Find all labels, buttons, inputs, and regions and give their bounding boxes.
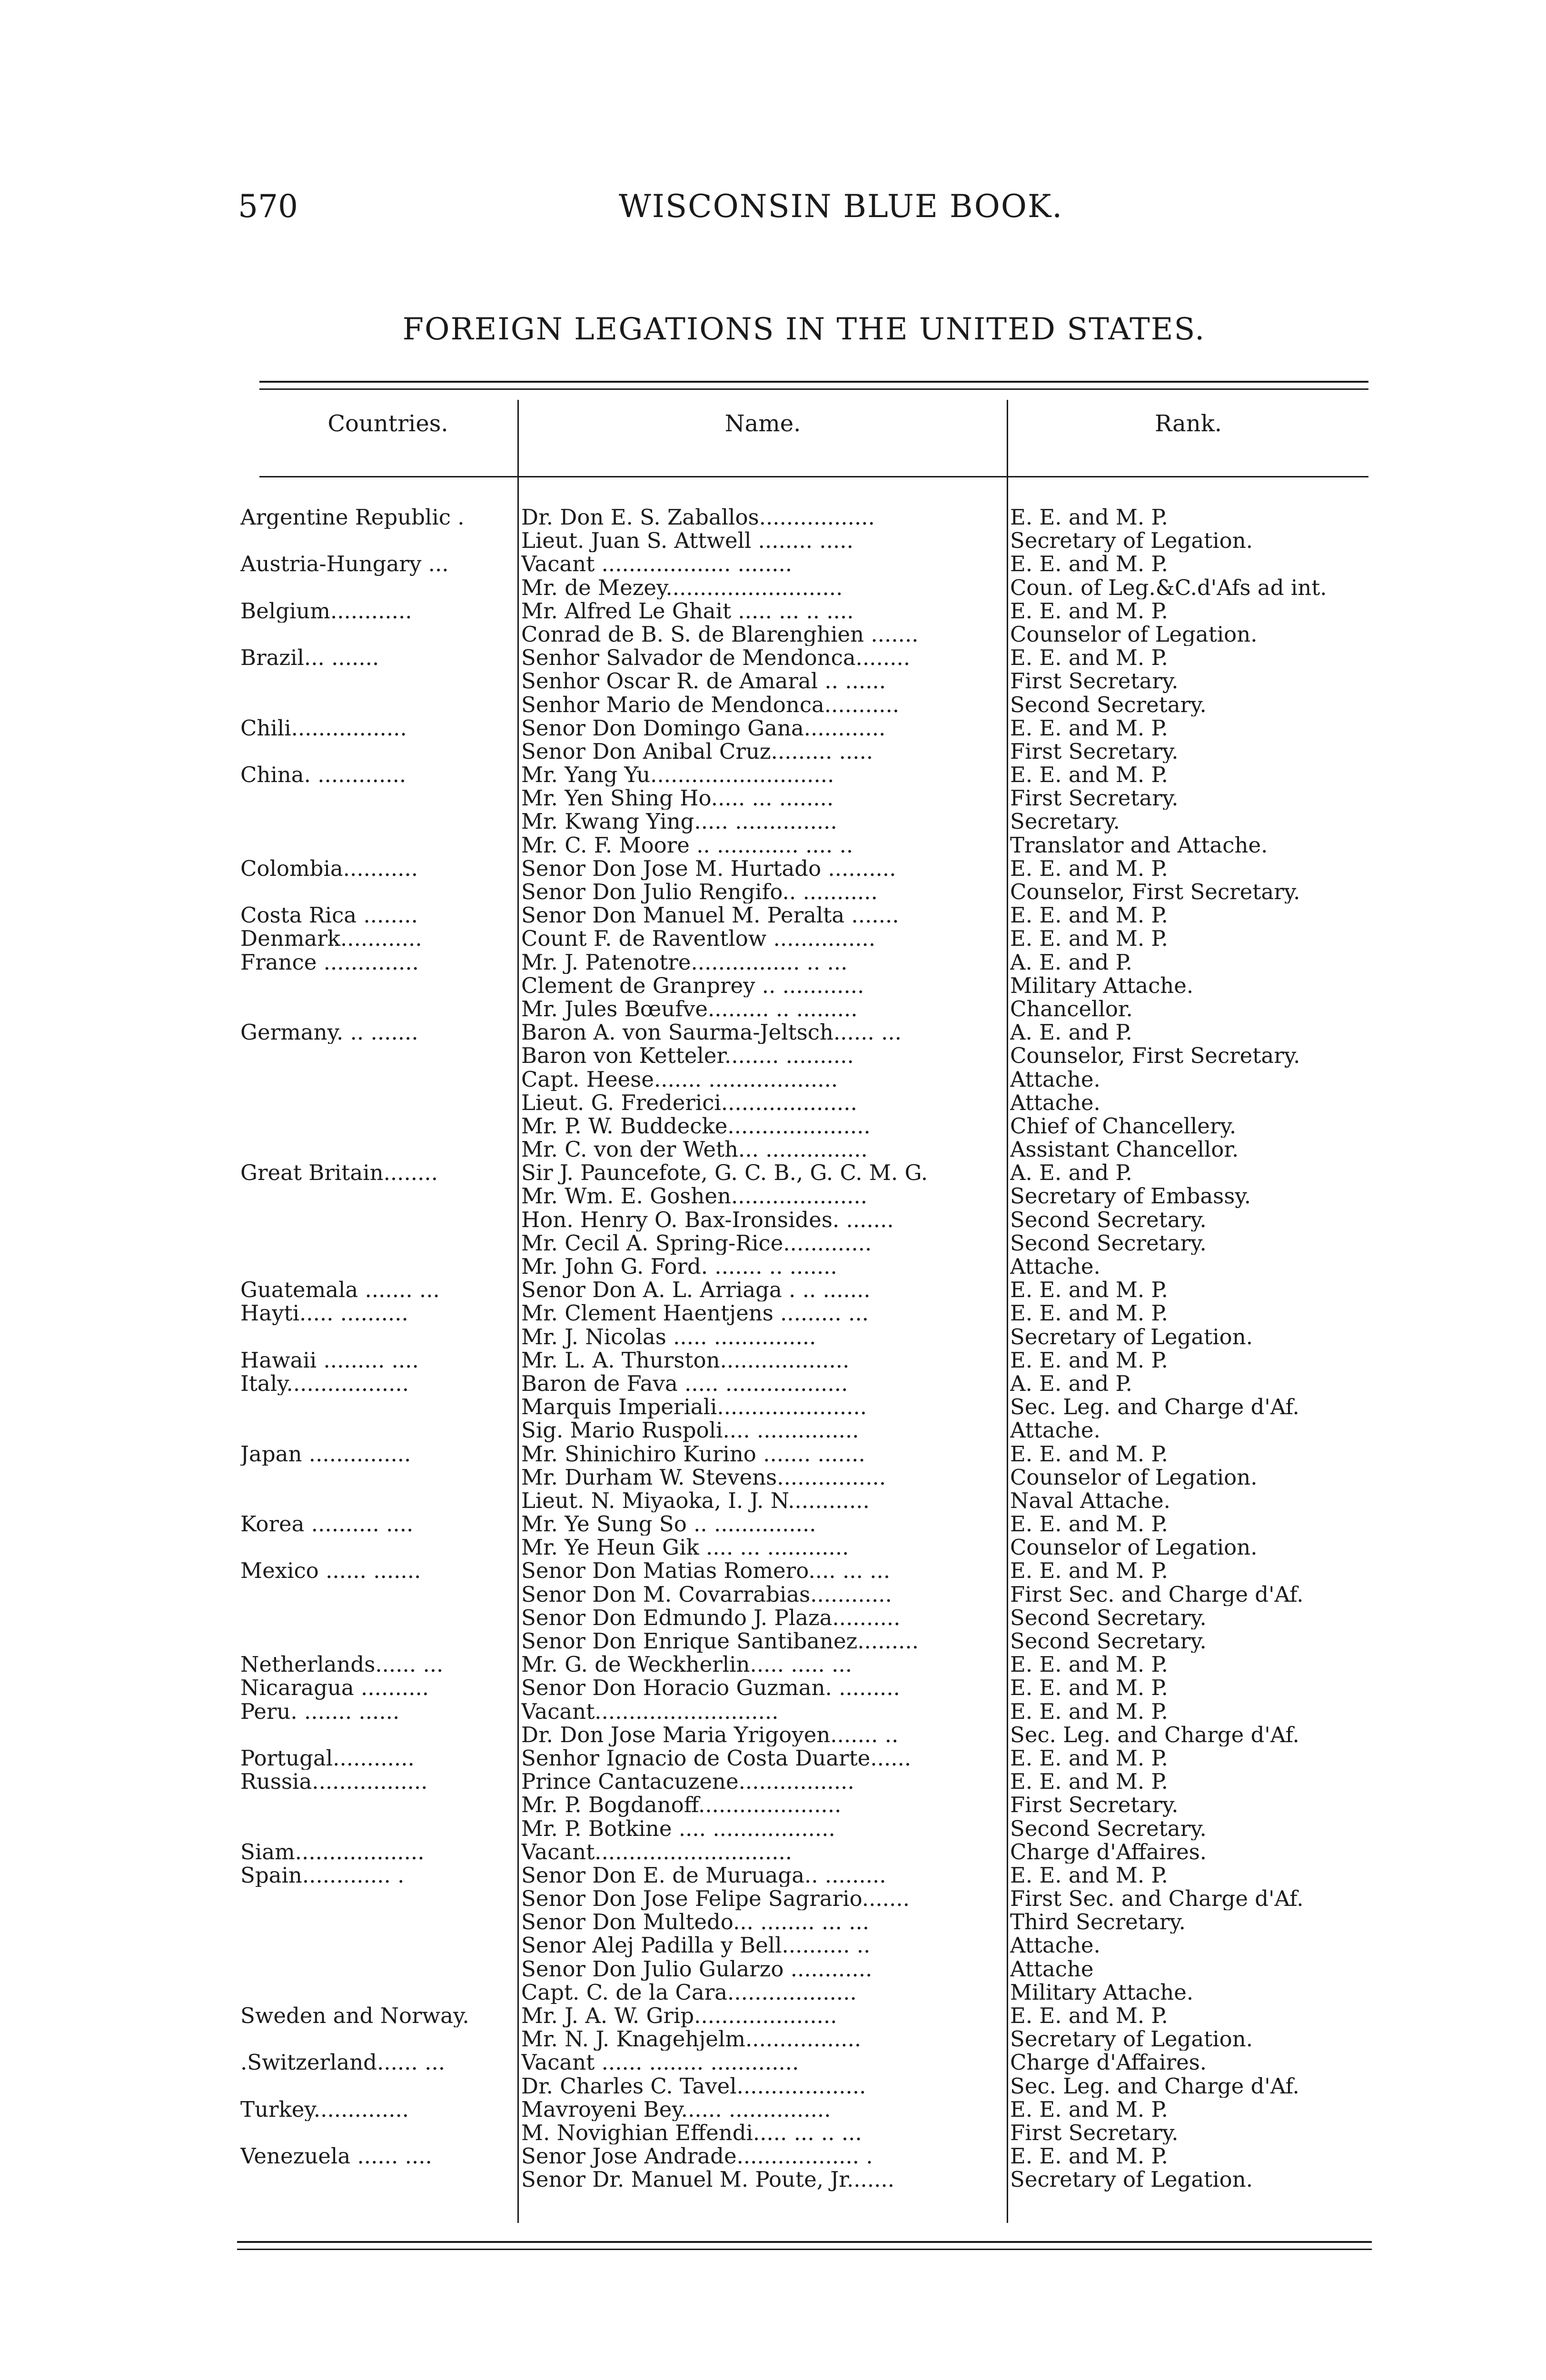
name-cell: Senor Don Matias Romero.... ... ...: [521, 1559, 891, 1583]
rank-cell: Secretary of Embassy.: [1010, 1184, 1251, 1208]
name-cell: Mr. L. A. Thurston...................: [521, 1348, 850, 1372]
column-header-name: Name.: [724, 410, 801, 437]
rank-cell: Translator and Attache.: [1010, 833, 1268, 857]
name-cell: Mr. John G. Ford. ....... .. .......: [521, 1255, 837, 1279]
table-row: [0, 576, 1546, 599]
name-cell: Mr. P. W. Buddecke.....................: [521, 1114, 871, 1138]
name-cell: Dr. Don E. S. Zaballos.................: [521, 506, 875, 529]
name-cell: Vacant ...... ........ .............: [521, 2051, 799, 2074]
country-cell: Guatemala ....... ...: [240, 1278, 440, 1302]
table-row: [0, 1723, 1546, 1746]
name-cell: Clement de Granprey .. ............: [521, 973, 864, 997]
table-row: [0, 1021, 1546, 1044]
table-row: [0, 1606, 1546, 1629]
table-row: [0, 2004, 1546, 2027]
name-cell: Mr. G. de Weckherlin..... ..... ...: [521, 1653, 852, 1676]
rank-cell: E. E. and M. P.: [1010, 552, 1168, 576]
name-cell: Conrad de B. S. de Blarenghien .......: [521, 622, 919, 646]
name-cell: Senhor Salvador de Mendonca........: [521, 646, 911, 670]
country-cell: Sweden and Norway.: [240, 2004, 469, 2028]
name-cell: Senor Don Domingo Gana............: [521, 716, 886, 740]
rank-cell: Military Attache.: [1010, 973, 1194, 997]
country-cell: Korea .......... ....: [240, 1512, 414, 1536]
rank-cell: E. E. and M. P.: [1010, 1348, 1168, 1372]
table-row: [0, 506, 1546, 529]
rank-cell: Counselor, First Secretary.: [1010, 1044, 1300, 1068]
header-rule: [259, 476, 1368, 477]
name-cell: Sir J. Pauncefote, G. C. B., G. C. M. G.: [521, 1161, 928, 1185]
table-row: [0, 1512, 1546, 1536]
rank-cell: Counselor, First Secretary.: [1010, 880, 1300, 904]
name-cell: Senor Don Jose Felipe Sagrario.......: [521, 1887, 910, 1911]
rank-cell: Third Secretary.: [1010, 1910, 1186, 1934]
page-number: 570: [238, 188, 298, 225]
table-row: [0, 927, 1546, 950]
name-cell: Senor Don Horacio Guzman. .........: [521, 1676, 900, 1700]
table-row: [0, 1840, 1546, 1864]
table-row: [0, 1466, 1546, 1489]
name-cell: Senor Alej Padilla y Bell.......... ..: [521, 1934, 871, 1957]
table-row: [0, 2144, 1546, 2168]
rank-cell: Naval Attache.: [1010, 1488, 1170, 1513]
rank-cell: E. E. and M. P.: [1010, 1512, 1168, 1536]
rank-cell: E. E. and M. P.: [1010, 927, 1168, 951]
name-cell: Mr. Wm. E. Goshen....................: [521, 1184, 868, 1208]
country-cell: Belgium............: [240, 599, 412, 623]
rank-cell: E. E. and M. P.: [1010, 1559, 1168, 1583]
name-cell: Senor Dr. Manuel M. Poute, Jr.......: [521, 2168, 895, 2192]
table-row: [0, 529, 1546, 552]
table-row: [0, 2027, 1546, 2051]
rank-cell: E. E. and M. P.: [1010, 1863, 1168, 1887]
table-row: [0, 1184, 1546, 1208]
rank-cell: Secretary of Legation.: [1010, 2168, 1253, 2192]
table-row: [0, 1442, 1546, 1466]
country-cell: Colombia...........: [240, 856, 418, 881]
rank-cell: Attache.: [1010, 1091, 1100, 1114]
name-cell: Senor Don Anibal Cruz......... .....: [521, 739, 873, 764]
table-row: [0, 1770, 1546, 1793]
name-cell: Mr. Clement Haentjens ......... ...: [521, 1301, 869, 1325]
bottom-rule-2: [237, 2249, 1372, 2250]
name-cell: Senor Don Jose M. Hurtado ..........: [521, 856, 896, 881]
table-row: [0, 833, 1546, 857]
table-row: [0, 997, 1546, 1021]
table-row: [0, 763, 1546, 786]
table-row: [0, 2168, 1546, 2191]
top-rule-2: [259, 388, 1368, 390]
table-row: [0, 903, 1546, 927]
table-row: [0, 1887, 1546, 1910]
country-cell: Italy..................: [240, 1371, 409, 1396]
name-cell: Vacant ................... ........: [521, 552, 793, 576]
country-cell: Spain............. .: [240, 1863, 405, 1887]
name-cell: Mavroyeni Bey...... ...............: [521, 2097, 831, 2121]
name-cell: Senhor Mario de Mendonca...........: [521, 693, 900, 716]
table-row: [0, 1489, 1546, 1512]
table-row: [0, 1559, 1546, 1582]
rank-cell: First Secretary.: [1010, 2121, 1179, 2145]
table-row: [0, 1676, 1546, 1699]
rank-cell: A. E. and P.: [1010, 1371, 1132, 1396]
name-cell: Senor Don E. de Muruaga.. .........: [521, 1863, 886, 1887]
rank-cell: First Secretary.: [1010, 669, 1179, 693]
rank-cell: Chancellor.: [1010, 997, 1133, 1021]
rank-cell: Counselor of Legation.: [1010, 1536, 1258, 1559]
table-row: [0, 1372, 1546, 1395]
table-row: [0, 646, 1546, 669]
name-cell: Senor Jose Andrade.................. .: [521, 2144, 873, 2168]
table-row: [0, 1981, 1546, 2004]
name-cell: Dr. Don Jose Maria Yrigoyen....... ..: [521, 1723, 899, 1746]
name-cell: Baron de Fava ..... ..................: [521, 1371, 848, 1396]
name-cell: Senor Don M. Covarrabias............: [521, 1582, 892, 1606]
name-cell: Mr. Ye Sung So .. ...............: [521, 1512, 816, 1536]
legation-table-body: [0, 506, 1546, 2192]
country-cell: Turkey..............: [240, 2097, 409, 2121]
rank-cell: E. E. and M. P.: [1010, 1676, 1168, 1700]
name-cell: Senor Don A. L. Arriaga . .. .......: [521, 1278, 871, 1302]
rank-cell: First Secretary.: [1010, 1793, 1179, 1817]
name-cell: Sig. Mario Ruspoli.... ...............: [521, 1418, 859, 1442]
rank-cell: Second Secretary.: [1010, 1231, 1207, 1255]
name-cell: Mr. C. F. Moore .. ............ .... ..: [521, 833, 853, 857]
table-row: [0, 1746, 1546, 1770]
table-row: [0, 1418, 1546, 1442]
name-cell: Mr. N. J. Knagehjelm.................: [521, 2027, 862, 2051]
name-cell: Baron A. von Saurma-Jeltsch...... ...: [521, 1021, 902, 1044]
rank-cell: Chief of Chancellery.: [1010, 1114, 1237, 1138]
rank-cell: Attache.: [1010, 1067, 1100, 1091]
table-row: [0, 1583, 1546, 1606]
table-row: [0, 623, 1546, 646]
country-cell: Argentine Republic .: [240, 506, 465, 529]
table-row: [0, 2098, 1546, 2121]
country-cell: Hawaii ......... ....: [240, 1348, 419, 1372]
rank-cell: E. E. and M. P.: [1010, 506, 1168, 529]
rank-cell: Coun. of Leg.&C.d'Afs ad int.: [1010, 575, 1327, 599]
rank-cell: Second Secretary.: [1010, 1208, 1207, 1231]
name-cell: Mr. Durham W. Stevens................: [521, 1465, 886, 1489]
table-row: [0, 1161, 1546, 1184]
country-cell: Siam...................: [240, 1840, 425, 1864]
rank-cell: Attache.: [1010, 1418, 1100, 1442]
name-cell: Lieut. Juan S. Attwell ........ .....: [521, 529, 853, 553]
country-cell: Venezuela ...... ....: [240, 2144, 432, 2168]
table-row: [0, 2121, 1546, 2144]
country-cell: Hayti..... ..........: [240, 1301, 408, 1325]
name-cell: Mr. J. Patenotre................ .. ...: [521, 950, 848, 974]
name-cell: M. Novighian Effendi..... ... .. ...: [521, 2121, 862, 2145]
table-row: [0, 552, 1546, 575]
name-cell: Mr. Kwang Ying..... ...............: [521, 810, 837, 833]
rank-cell: Secretary of Legation.: [1010, 529, 1253, 553]
table-row: [0, 974, 1546, 997]
name-cell: Vacant...........................: [521, 1699, 779, 1723]
name-cell: Mr. de Mezey..........................: [521, 575, 843, 599]
name-cell: Dr. Charles C. Tavel...................: [521, 2074, 866, 2098]
name-cell: Mr. P. Bogdanoff.....................: [521, 1793, 842, 1817]
country-cell: Netherlands...... ...: [240, 1653, 444, 1676]
table-row: [0, 1653, 1546, 1676]
name-cell: Senor Don Manuel M. Peralta .......: [521, 903, 899, 927]
table-row: [0, 2074, 1546, 2098]
table-row: [0, 1091, 1546, 1114]
table-row: [0, 599, 1546, 623]
table-row: [0, 740, 1546, 763]
table-row: [0, 1910, 1546, 1934]
table-row: [0, 1349, 1546, 1372]
table-row: [0, 1114, 1546, 1138]
table-row: [0, 1278, 1546, 1301]
country-cell: Portugal............: [240, 1746, 415, 1770]
country-cell: .Switzerland...... ...: [240, 2051, 446, 2074]
country-cell: Peru. ....... ......: [240, 1699, 400, 1723]
name-cell: Senhor Oscar R. de Amaral .. ......: [521, 669, 886, 693]
rank-cell: Attache.: [1010, 1934, 1100, 1957]
country-cell: Brazil... .......: [240, 646, 379, 670]
rank-cell: Secretary.: [1010, 810, 1120, 833]
rank-cell: Sec. Leg. and Charge d'Af.: [1010, 2074, 1299, 2098]
rank-cell: Attache.: [1010, 1255, 1100, 1279]
rank-cell: Assistant Chancellor.: [1010, 1138, 1239, 1161]
rank-cell: E. E. and M. P.: [1010, 1442, 1168, 1466]
rank-cell: Counselor of Legation.: [1010, 1465, 1258, 1489]
rank-cell: Charge d'Affaires.: [1010, 1840, 1207, 1864]
country-cell: Chili.................: [240, 716, 407, 740]
table-row: [0, 1934, 1546, 1957]
rank-cell: E. E. and M. P.: [1010, 856, 1168, 881]
rank-cell: E. E. and M. P.: [1010, 599, 1168, 623]
rank-cell: E. E. and M. P.: [1010, 2144, 1168, 2168]
rank-cell: First Sec. and Charge d'Af.: [1010, 1887, 1304, 1911]
rank-cell: E. E. and M. P.: [1010, 2004, 1168, 2028]
table-row: [0, 1255, 1546, 1278]
table-row: [0, 1700, 1546, 1723]
table-row: [0, 880, 1546, 903]
table-row: [0, 1864, 1546, 1887]
rank-cell: Sec. Leg. and Charge d'Af.: [1010, 1395, 1299, 1419]
name-cell: Capt. Heese....... ...................: [521, 1067, 838, 1091]
name-cell: Mr. P. Botkine .... ..................: [521, 1816, 835, 1840]
rank-cell: Sec. Leg. and Charge d'Af.: [1010, 1723, 1299, 1746]
name-cell: Baron von Ketteler........ ..........: [521, 1044, 854, 1068]
name-cell: Lieut. N. Miyaoka, I. J. N............: [521, 1488, 870, 1513]
rank-cell: Charge d'Affaires.: [1010, 2051, 1207, 2074]
country-cell: Nicaragua ..........: [240, 1676, 429, 1700]
country-cell: France ..............: [240, 950, 419, 974]
rank-cell: Secretary of Legation.: [1010, 2027, 1253, 2051]
country-cell: Germany. .. .......: [240, 1021, 418, 1044]
table-row: [0, 1231, 1546, 1255]
table-row: [0, 2051, 1546, 2074]
rank-cell: E. E. and M. P.: [1010, 716, 1168, 740]
name-cell: Senor Don Julio Rengifo.. ...........: [521, 880, 878, 904]
name-cell: Mr. Ye Heun Gik .... ... ............: [521, 1536, 849, 1559]
name-cell: Mr. Cecil A. Spring-Rice.............: [521, 1231, 872, 1255]
table-row: [0, 951, 1546, 974]
name-cell: Senor Don Edmundo J. Plaza..........: [521, 1606, 901, 1630]
name-cell: Count F. de Raventlow ...............: [521, 927, 876, 951]
table-row: [0, 1957, 1546, 1981]
name-cell: Mr. J. Nicolas ..... ...............: [521, 1325, 816, 1349]
rank-cell: E. E. and M. P.: [1010, 2097, 1168, 2121]
table-row: [0, 1793, 1546, 1816]
name-cell: Mr. Yang Yu...........................: [521, 763, 834, 787]
table-row: [0, 857, 1546, 880]
name-cell: Mr. Jules Bœufve......... .. .........: [521, 997, 858, 1021]
bottom-rule-1: [237, 2241, 1372, 2243]
rank-cell: E. E. and M. P.: [1010, 1278, 1168, 1302]
country-cell: Russia.................: [240, 1770, 428, 1794]
country-cell: Great Britain........: [240, 1161, 438, 1185]
name-cell: Hon. Henry O. Bax-Ironsides. .......: [521, 1208, 894, 1231]
rank-cell: Second Secretary.: [1010, 1629, 1207, 1653]
table-row: [0, 786, 1546, 810]
table-row: [0, 1629, 1546, 1653]
rank-cell: Second Secretary.: [1010, 1816, 1207, 1840]
name-cell: Lieut. G. Frederici....................: [521, 1091, 857, 1114]
rank-cell: First Secretary.: [1010, 739, 1179, 764]
name-cell: Mr. Alfred Le Ghait ..... ... .. ....: [521, 599, 854, 623]
table-title: FOREIGN LEGATIONS IN THE UNITED STATES.: [402, 312, 1206, 347]
rank-cell: Military Attache.: [1010, 1980, 1194, 2004]
rank-cell: E. E. and M. P.: [1010, 1301, 1168, 1325]
rank-cell: First Sec. and Charge d'Af.: [1010, 1582, 1304, 1606]
table-row: [0, 716, 1546, 740]
rank-cell: A. E. and P.: [1010, 1161, 1132, 1185]
rank-cell: E. E. and M. P.: [1010, 646, 1168, 670]
table-row: [0, 1044, 1546, 1067]
country-cell: Austria-Hungary ...: [240, 552, 449, 576]
table-row: [0, 1068, 1546, 1091]
name-cell: Senor Don Multedo... ........ ... ...: [521, 1910, 870, 1934]
rank-cell: E. E. and M. P.: [1010, 1699, 1168, 1723]
table-row: [0, 1325, 1546, 1349]
name-cell: Senhor Ignacio de Costa Duarte......: [521, 1746, 912, 1770]
name-cell: Capt. C. de la Cara...................: [521, 1980, 857, 2004]
rank-cell: Second Secretary.: [1010, 693, 1207, 716]
name-cell: Senor Don Julio Gularzo ............: [521, 1957, 872, 1981]
table-row: [0, 1817, 1546, 1840]
table-row: [0, 1536, 1546, 1559]
name-cell: Mr. Shinichiro Kurino ....... .......: [521, 1442, 865, 1466]
rank-cell: A. E. and P.: [1010, 1021, 1132, 1044]
table-row: [0, 669, 1546, 693]
running-head: WISCONSIN BLUE BOOK.: [619, 188, 1063, 225]
rank-cell: Secretary of Legation.: [1010, 1325, 1253, 1349]
top-rule-1: [259, 381, 1368, 383]
rank-cell: Attache: [1010, 1957, 1094, 1981]
rank-cell: E. E. and M. P.: [1010, 763, 1168, 787]
column-header-countries: Countries.: [327, 410, 448, 437]
name-cell: Mr. C. von der Weth... ...............: [521, 1138, 868, 1161]
name-cell: Senor Don Enrique Santibanez.........: [521, 1629, 919, 1653]
table-row: [0, 693, 1546, 716]
table-row: [0, 1208, 1546, 1231]
table-row: [0, 1301, 1546, 1325]
name-cell: Vacant.............................: [521, 1840, 793, 1864]
table-row: [0, 1395, 1546, 1418]
country-cell: China. .............: [240, 763, 406, 787]
country-cell: Denmark............: [240, 927, 422, 951]
country-cell: Costa Rica ........: [240, 903, 418, 927]
column-header-rank: Rank.: [1154, 410, 1222, 437]
rank-cell: E. E. and M. P.: [1010, 1746, 1168, 1770]
table-row: [0, 810, 1546, 833]
rank-cell: E. E. and M. P.: [1010, 903, 1168, 927]
name-cell: Mr. Yen Shing Ho..... ... ........: [521, 786, 834, 810]
rank-cell: First Secretary.: [1010, 786, 1179, 810]
name-cell: Mr. J. A. W. Grip.....................: [521, 2004, 837, 2028]
rank-cell: A. E. and P.: [1010, 950, 1132, 974]
name-cell: Prince Cantacuzene.................: [521, 1770, 854, 1794]
country-cell: Mexico ...... .......: [240, 1559, 421, 1583]
country-cell: Japan ...............: [240, 1442, 411, 1466]
rank-cell: E. E. and M. P.: [1010, 1653, 1168, 1676]
rank-cell: Counselor of Legation.: [1010, 622, 1258, 646]
name-cell: Marquis Imperiali......................: [521, 1395, 867, 1419]
rank-cell: Second Secretary.: [1010, 1606, 1207, 1630]
table-row: [0, 1138, 1546, 1161]
rank-cell: E. E. and M. P.: [1010, 1770, 1168, 1794]
